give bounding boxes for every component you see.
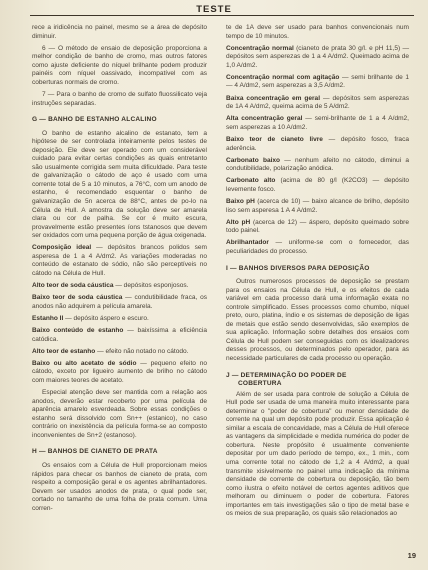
term-label: Alto teor de estanho — [32, 347, 96, 355]
paragraph — [32, 327, 207, 344]
header-rule — [30, 15, 414, 16]
section-heading-line: J — DETERMINAÇÃO DO PODER DE — [226, 371, 347, 379]
term-label: Baixo teor de soda cáustica — [32, 294, 123, 302]
term-label: Concentração normal — [226, 44, 294, 52]
term-label: Baixo teor de cianeto livre — [226, 135, 323, 143]
term-text: — nenhum afeito no cátodo, diminui a condutibilidade, polarização anódica. — [226, 156, 409, 173]
page-header-title: TESTE — [196, 4, 232, 15]
term-text: — condutibilidade fraca, os anodos não adquirem a película amarela. — [32, 294, 207, 310]
paragraph — [32, 282, 207, 291]
paragraph — [226, 95, 409, 112]
term-label: Carbonato baixo — [226, 156, 281, 164]
term-label: Baixo conteúdo de estanho — [32, 327, 124, 335]
term-text: — efeito não notado no cátodo. — [95, 347, 189, 355]
paragraph: Além de ser usada para controle de solução a Célula de Hull pode ser usada de uma maneira muito interessante para determinar o "poder de cobertura" ou menor densidade de corrente na qual um depósito pode produzir. Essa aplicação é similar a escala de concavidade, mas a Célula de Hull oferece as vantagens da simplicidade e medida numérica do poder de cobertura. Neste propósito é usualmente conveniente depositar por um dado período de tempo, ex., 1 min., com uma corrente total no cátodo de 1,2 a 4 A/dm2, a qual transmite xisivelmente no painel uma indicação da mínima densidade de corrente de cobertura ou deposição, tão bem como ilustra o efeito notável de certos agentes aditivos que melhoram ou diminuem o poder de cobertura. Fatores importantes em tais investigações são o tipo de metal base e os meios de sua preparação, os quais são relacionados ao — [226, 390, 409, 518]
term-text: — baixíssima a eficiência catódica. — [32, 327, 208, 343]
paragraph — [32, 360, 207, 386]
paragraph — [32, 244, 207, 278]
term-text: — depósitos sem asperezas de 1A 4 A/dm2, queima acima de 5 A/dm2. — [226, 94, 409, 111]
section-heading: I — BANHOS DIVERSOS PARA DEPOSIÇÃO — [226, 264, 370, 272]
term-text: — depósito áspero e escuro. — [63, 314, 149, 322]
paragraph — [226, 157, 409, 174]
right-column — [226, 24, 409, 522]
paragraph: te de 1A deve ser usado para banhos convencionais num tempo de 10 minutos. — [226, 24, 409, 40]
paragraph — [226, 115, 409, 132]
section-heading: G — BANHO DE ESTANHO ALCALINO — [32, 116, 157, 124]
term-text: — uniforme-se com o fornecedor, das peculiaridades do processo. — [226, 239, 409, 255]
left-column — [32, 24, 207, 517]
term-label: Baixo ou alto acetato de sódio — [32, 359, 137, 367]
term-label: Carbonato alto — [226, 177, 276, 185]
paragraph: 6 — O método de ensaio de deposição proporciona a melhor condição de banho de cromo, mas outros fatores como ajuste deficiente do níquel brilhante podem produzir painéis com níquel oassivado, incompatível com as coberturas normais de cromo. — [32, 44, 207, 86]
paragraph — [226, 198, 409, 215]
term-text: — depósitos esponjosos. — [113, 282, 189, 290]
paragraph: Especial atenção deve ser mantida com a relação aos anodos, deverão estar recoberto por uma película de aparência amarelo esverdeada. Sobre essas condições o estanho será dissolvido com Sn++ (estanico), no caso contrário on inexistência da película forma-se ao composto inconvenientes de Sn+2 (estanoso). — [32, 389, 207, 439]
paragraph: O banho de estanho alcalino de estanato, tem a hipótese de ser controlada inteiramente pelos testes de deposição. Ele deve ser operado com um considerável cuidado para evitar certas condições as quais entretanto são usualmente corrigida sem muita dificuldade. Para teste de galvanização o cátodo de aço é usado com uma corrente total de 5 a 10 minutos, a 76°C, com um anodo de estanho, é recomendado esquentar o banho de galvanização de 5n acerca de 88°C, antes de po-lo na Célula de Hull. A amostra da solução deve ser amarela clara ou cor de palha. Se cor é muito escura, provavelmente estão presentes íons tstanosos que devem ser oxidados com uma pequena porção de água oxigenada. — [32, 129, 207, 240]
paragraph — [226, 136, 409, 153]
paragraph — [32, 348, 207, 357]
paragraph: rece a iridicência no painel, mesmo se a área de depósito diminuir. — [32, 24, 207, 40]
term-text: — depósitos brancos polidos sem asperesa de 1 a 4 A/dm2. As variações moderadas no conteúdo de estanato de sódio, não são perceptíveis no cátodo na Célula de Hull. — [32, 244, 208, 277]
term-text: — semi brilhante de 1 — 4 A/dm2, sem asperezas a 3,5 A/dm2. — [226, 73, 409, 90]
term-label: Estanho II — [32, 314, 64, 322]
term-text: (cianeto de prata 30 g/l. e pH 11,5) — depósitos sem asperezas de 1 a 4 A/dm2. Queimado acima de 1,0 A/dm2. — [226, 44, 410, 69]
paragraph: Outros numerosos processos de deposição se prestam para os ensaios na Célula de Hull, e os efeitos de cada variável em cada processo dará uma informação exata no controle simplificado. Esses processos como chumbo, níquel preto, ouro, platina, índio e os sistemas de deposição de ligas de metais que estão sendo desenvolvidas, são exemplos de sua aplicação. Informação sobre detalhes dos ensaios com Célula de Hull podem ser conseguidas com os idealizadores desses processos, ou determinados pelo operador, para as necessidade particulares de cada processo ou operação. — [226, 278, 409, 362]
term-label: Abrilhantador — [226, 239, 269, 247]
paragraph — [32, 294, 207, 311]
term-label: Alta concentração geral — [226, 115, 303, 123]
term-label: Concentração normal com agitação — [226, 73, 340, 81]
paragraph — [226, 177, 409, 194]
term-label: Alto teor de soda cáustica — [32, 282, 114, 290]
term-label: Baixo pH — [226, 198, 255, 206]
section-heading: H — BANHOS DE CIANETO DE PRATA — [32, 448, 158, 456]
term-text: — pequeno efeito no cátodo, exceto por ligueiro aumento de brilho no cátodo com maiores teores de acetato. — [32, 359, 207, 385]
term-text: (acerca de 12) — áspero, depósito queimado sobre todo painel. — [226, 218, 409, 235]
term-text: (acima de 80 g/l (K2CO3) — depósito levemente fosco. — [226, 177, 409, 193]
term-label: Baixa concentração em geral — [226, 94, 321, 102]
paragraph — [226, 239, 409, 256]
paragraph — [226, 219, 409, 236]
term-label: Composição ideal — [32, 244, 92, 252]
paragraph — [226, 74, 409, 91]
term-text: — depósito fosco, fraca aderência. — [226, 135, 409, 152]
paragraph — [32, 315, 207, 324]
term-text: (acerca de 10) — baixo alcance de brilho, depósito liso sem asperesa 1 A 4 A/dm2. — [226, 198, 410, 214]
paragraph: Os ensaios com a Célula de Hull proporcionam meios rápidos para checar os banhos de cianeto de prata, com respeito a composição geral e os agentes abrilhantadores. Devem ser usados anodos de prata, o qual pode ser, cortado no tamanho de uma folha de prata comum. Uma corren- — [32, 462, 207, 512]
section-heading-line: COBERTURA — [238, 380, 282, 388]
paragraph: 7 — Para o banho de cromo de sulfato fluossilicato veja instruções separadas. — [32, 91, 207, 107]
page-number: 19 — [407, 551, 416, 560]
term-text: — semi-brilhante de 1 a 4 A/dm2, sem asperezas a 10 A/dm2. — [226, 115, 409, 131]
section-heading — [226, 372, 409, 389]
paragraph — [226, 45, 409, 71]
term-label: Alto pH — [226, 218, 251, 226]
